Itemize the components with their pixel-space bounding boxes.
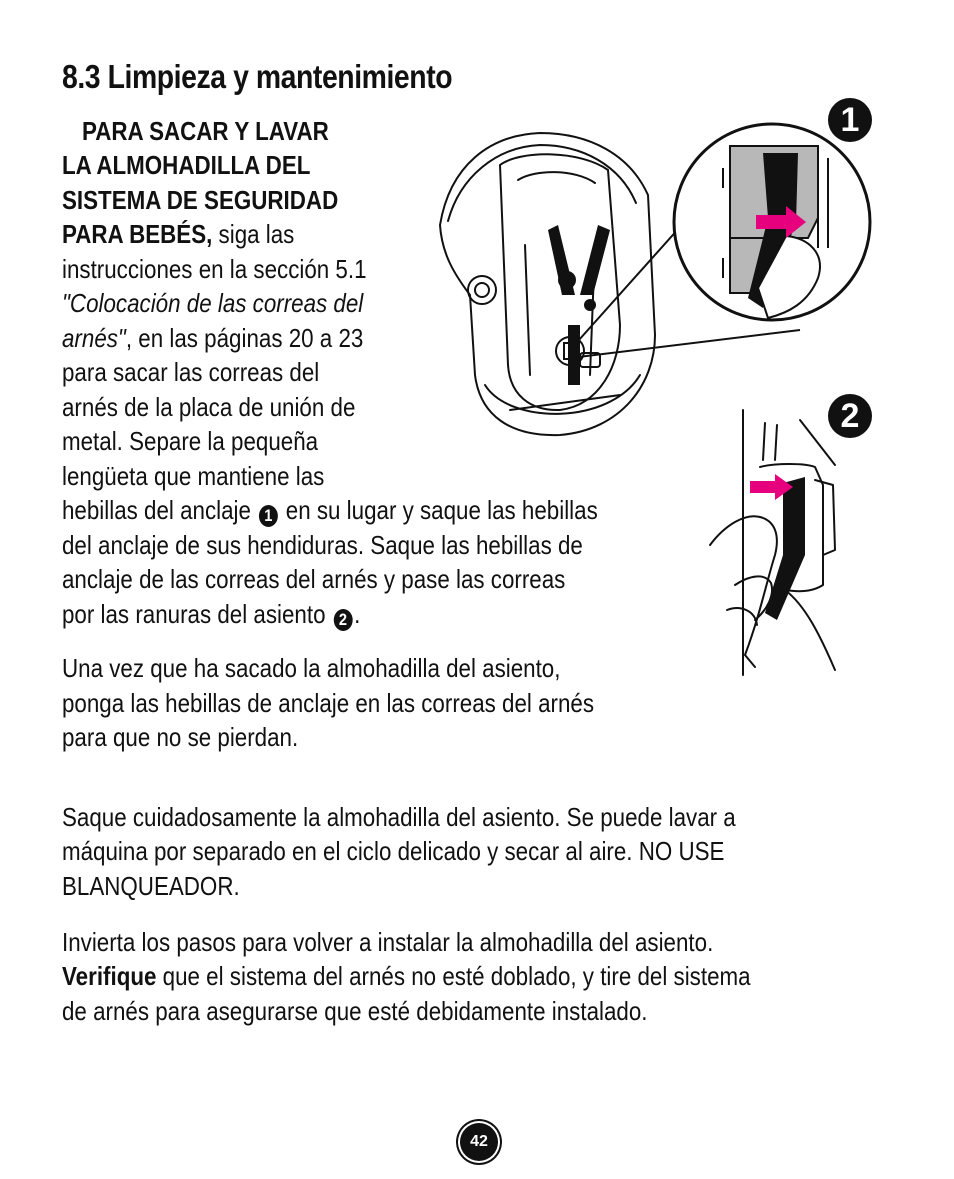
intro-line-10: metal. Separe la pequeña bbox=[62, 426, 319, 456]
intro-line-1: PARA SACAR Y LAVAR bbox=[82, 116, 329, 146]
detail-1-anchor-buckle bbox=[668, 118, 878, 328]
intro-line-3: SISTEMA DE SEGURIDAD bbox=[62, 185, 339, 215]
para2-line-1: Una vez que ha sacado la almohadilla del asiento, bbox=[62, 653, 561, 683]
intro-line-14: anclaje de las correas del arnés y pase las correas bbox=[62, 564, 566, 594]
figure-badge-1: 1 bbox=[828, 98, 872, 142]
intro-line-12: hebillas del anclaje 1 en su lugar y saque las hebillas bbox=[62, 495, 598, 525]
step-1-ref-icon: 1 bbox=[259, 505, 278, 527]
para4-line-3: de arnés para asegurarse que esté debidamente instalado. bbox=[62, 996, 648, 1026]
para4-line-1: Invierta los pasos para volver a instalar la almohadilla del asiento. bbox=[62, 927, 714, 957]
figure-badge-2: 2 bbox=[828, 394, 872, 438]
intro-line-15: por las ranuras del asiento 2 . bbox=[62, 599, 361, 629]
para3-line-3: BLANQUEADOR. bbox=[62, 871, 240, 901]
para3-line-1: Saque cuidadosamente la almohadilla del asiento. Se puede lavar a bbox=[62, 802, 736, 832]
para2-line-3: para que no se pierdan. bbox=[62, 722, 299, 752]
intro-line-5: instrucciones en la sección 5.1 bbox=[62, 254, 367, 284]
detail-2-hand-removing-buckle bbox=[705, 405, 865, 677]
intro-line-8: para sacar las correas del bbox=[62, 357, 320, 387]
intro-line-13: del anclaje de sus hendiduras. Saque las hebillas de bbox=[62, 530, 583, 560]
page-number-badge: 42 bbox=[460, 1123, 498, 1161]
intro-line-11: lengüeta que mantiene las bbox=[62, 461, 325, 491]
section-title: 8.3 Limpieza y mantenimiento bbox=[62, 58, 453, 95]
intro-line-9: arnés de la placa de unión de bbox=[62, 392, 356, 422]
step-2-ref-icon: 2 bbox=[333, 609, 352, 631]
para3-line-2: máquina por separado en el ciclo delicado y secar al aire. NO USE bbox=[62, 836, 725, 866]
intro-line-7: arnés", en las páginas 20 a 23 bbox=[62, 323, 364, 353]
para2-line-2: ponga las hebillas de anclaje en las correas del arnés bbox=[62, 688, 595, 718]
intro-line-2: LA ALMOHADILLA DEL bbox=[62, 150, 311, 180]
para4-line-2: Verifique que el sistema del arnés no esté doblado, y tire del sistema bbox=[62, 961, 751, 991]
intro-line-4: PARA BEBÉS, siga las bbox=[62, 219, 295, 249]
intro-line-6: "Colocación de las correas del bbox=[62, 288, 364, 318]
